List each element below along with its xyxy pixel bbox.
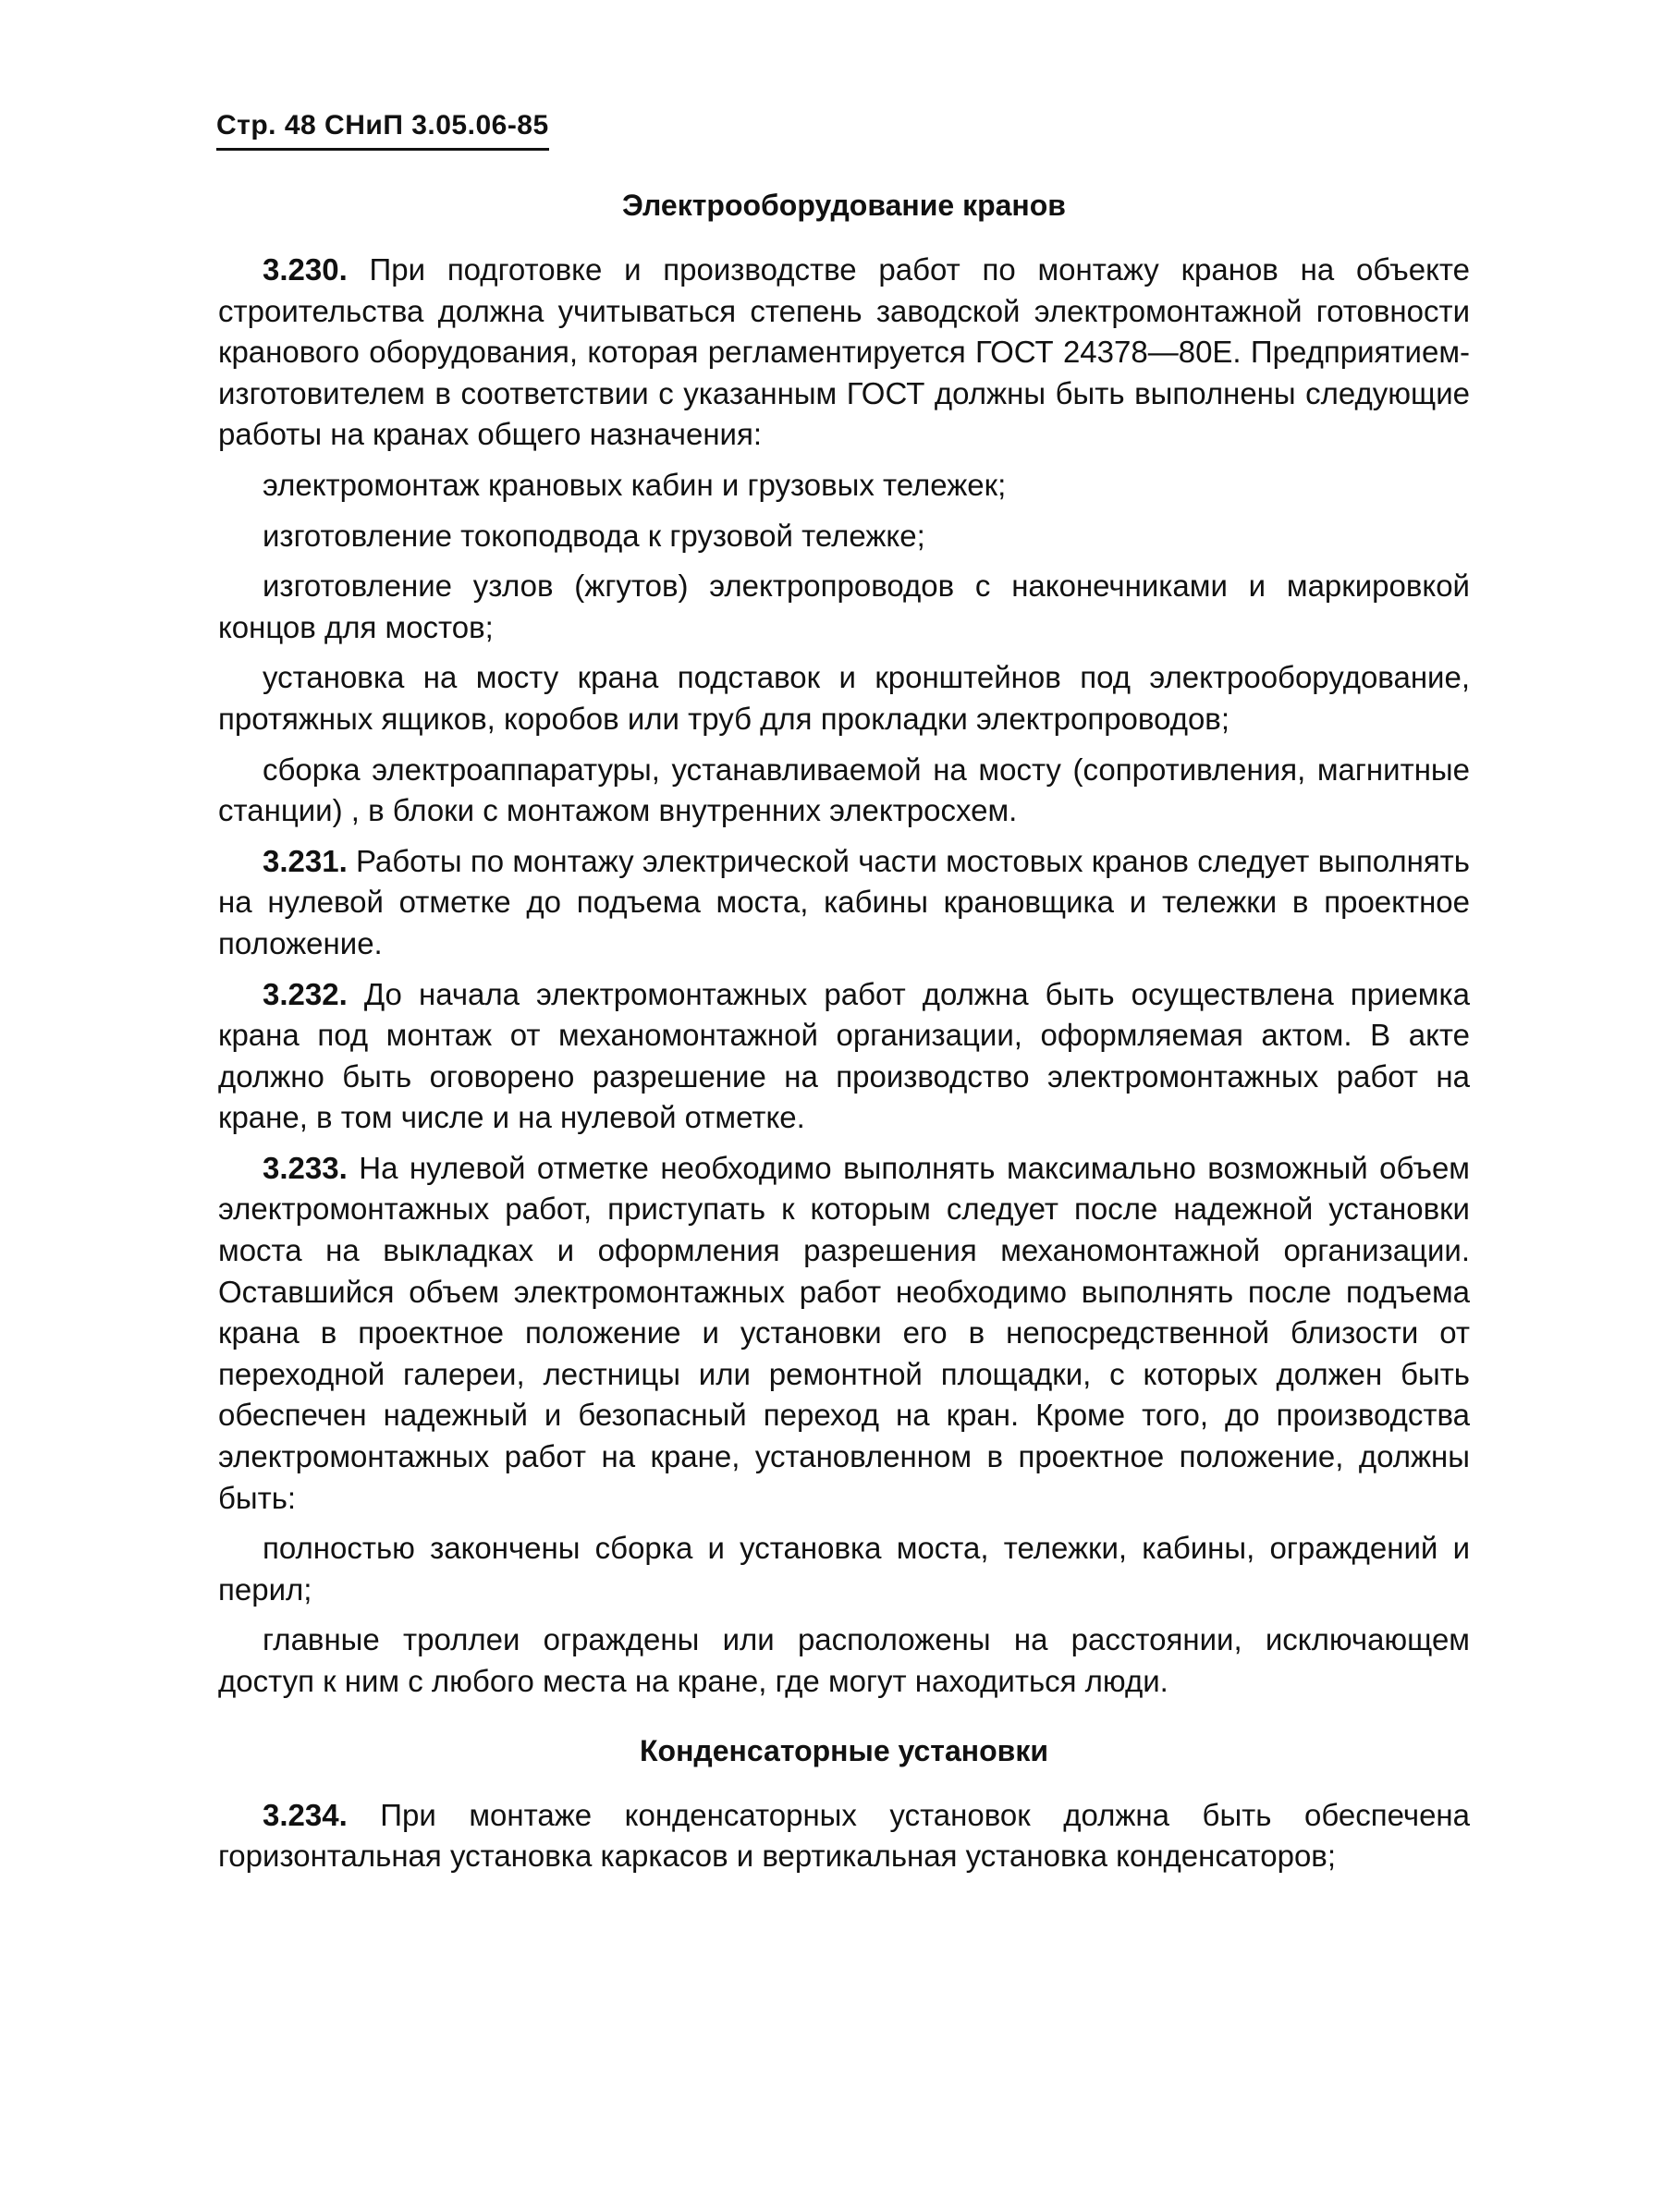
paragraph-number: 3.230. (263, 252, 348, 287)
paragraph-text: До начала электромонтажных работ должна быть осуществлена приемка крана под монтаж от механомонтажной организации, оформляемая актом. В акте должно быть оговорено разрешение на производство электромонтажных работ на кране, в том числе и на нулевой отметке. (218, 976, 1470, 1135)
list-item: полностью закончены сборка и установка моста, тележки, кабины, ограждений и перил; (218, 1531, 1470, 1607)
list-item: сборка электроаппаратуры, устанавливаемой на мосту (сопротивления, магнитные станции) , в блоки с монтажом внутренних электросхем. (218, 752, 1470, 828)
list-item: изготовление узлов (жгутов) электропроводов с наконечниками и маркировкой концов для мостов; (218, 568, 1470, 644)
paragraph-3234 (218, 1795, 1470, 1877)
section-heading-crane-equipment: Электрооборудование кранов (622, 189, 1066, 222)
paragraph-text: На нулевой отметке необходимо выполнять максимально возможный объем электромонтажных работ, приступать к которым следует после надежной установки моста на выкладках и оформления разрешения механомонтажной организации. Оставшийся объем электромонтажных работ необходимо выполнять после подъема крана в проектное положение и установки его в непосредственной близости от переходной галереи, лестницы или ремонтной площадки, с которых должен быть обеспечен надежный и безопасный переход на кран. Кроме того, до производства электромонтажных работ на кране, установленном в проектное положение, должны быть: (218, 1150, 1470, 1515)
paragraph-number: 3.234. (263, 1797, 348, 1832)
paragraph-text: Работы по монтажу электрической части мостовых кранов следует выполнять на нулевой отметке до подъема моста, кабины крановщика и тележки в проектное положение. (218, 843, 1470, 960)
list-item: установка на мосту крана подставок и кронштейнов под электрооборудование, протяжных ящиков, коробов или труб для прокладки электропроводов; (218, 660, 1470, 736)
paragraph-number: 3.232. (263, 976, 348, 1011)
list-item: главные троллеи ограждены или расположены на расстоянии, исключающем доступ к ним с любого места на кране, где могут находиться люди. (218, 1622, 1470, 1698)
section-heading-capacitor-units: Конденсаторные установки (639, 1733, 1048, 1767)
paragraph-3230 (218, 250, 1470, 456)
paragraph-number: 3.233. (263, 1150, 348, 1185)
list-item: электромонтаж крановых кабин и грузовых тележек; (263, 467, 1007, 502)
running-header: Стр. 48 СНиП 3.05.06-85 (216, 109, 549, 151)
paragraph-number: 3.231. (263, 843, 348, 878)
page-body (218, 185, 1470, 1887)
paragraph-text: При подготовке и производстве работ по монтажу кранов на объекте строительства должна учитываться степень заводской электромонтажной готовности кранового оборудования, которая регламентируется ГОСТ 24378—80Е. Предприятием-изготовителем в соответствии с указанным ГОСТ должны быть выполнены следующие работы на кранах общего назначения: (218, 252, 1470, 452)
paragraph-3232 (218, 974, 1470, 1139)
paragraph-3233 (218, 1148, 1470, 1519)
paragraph-text: При монтаже конденсаторных установок должна быть обеспечена горизонтальная установка каркасов и вертикальная установка конденсаторов; (218, 1797, 1470, 1874)
list-item: изготовление токоподвода к грузовой тележке; (263, 518, 925, 553)
paragraph-3231 (218, 841, 1470, 965)
